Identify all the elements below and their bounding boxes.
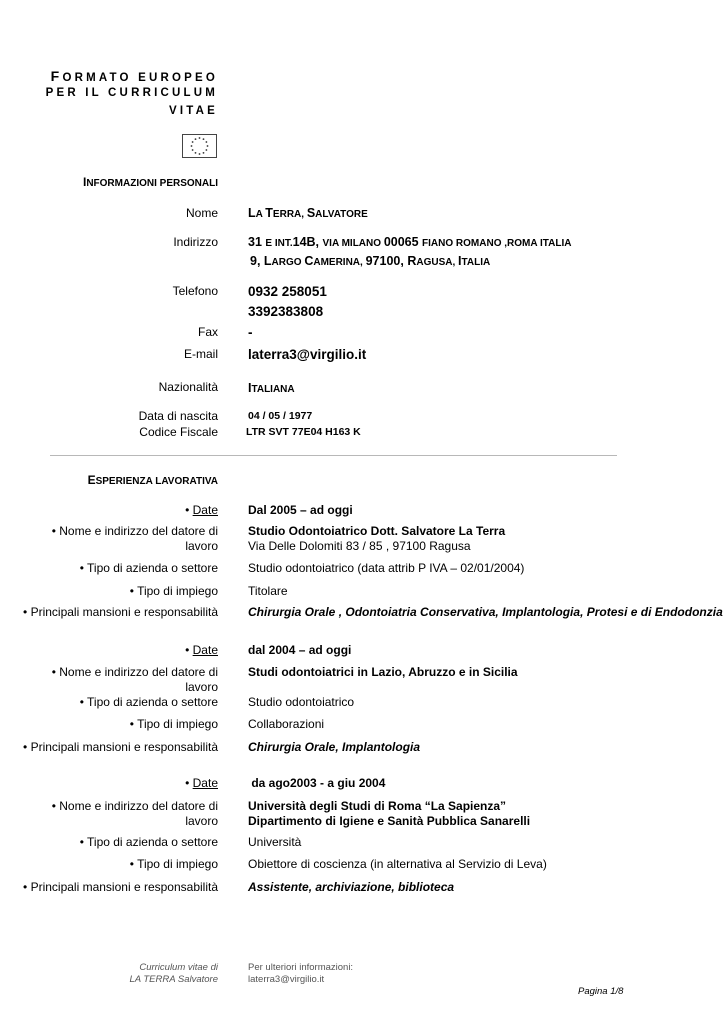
value-telefono-2: 3392383808 (248, 304, 324, 319)
section-heading-personal: INFORMAZIONI PERSONALI (82, 175, 218, 189)
job-2-sector: Studio odontoiatrico (248, 695, 355, 709)
label-datore: • Nome e indirizzo del datore di lavoro (51, 524, 218, 553)
footer-contact: Per ulteriori informazioni: laterra3@virgilio.it (248, 962, 354, 985)
value-nazionalita: ITALIANA (248, 381, 295, 395)
cv-title-line-1: FORMATO EUROPEO (50, 68, 218, 84)
label-mansioni: • Principali mansioni e responsabilità (23, 605, 218, 619)
label-email: E-mail (183, 347, 218, 361)
label-datore: • Nome e indirizzo del datore di lavoro (51, 799, 218, 828)
label-tipo-impiego: • Tipo di impiego (129, 717, 218, 731)
job-2-employer: Studi odontoiatrici in Lazio, Abruzzo e in Sicilia (248, 665, 518, 679)
section-heading-experience: ESPERIENZA LAVORATIVA (87, 473, 218, 487)
section-divider (50, 455, 617, 456)
footer-cv-owner: Curriculum vitae di LA TERRA Salvatore (129, 962, 218, 985)
job-2-date: dal 2004 – ad oggi (248, 643, 352, 657)
label-codice-fiscale: Codice Fiscale (139, 425, 218, 439)
label-fax: Fax (197, 325, 218, 339)
label-date: • Date (185, 776, 218, 790)
label-tipo-azienda: • Tipo di azienda o settore (79, 561, 218, 575)
job-1-date: Dal 2005 – ad oggi (248, 503, 353, 517)
label-nome: Nome (185, 206, 218, 220)
label-tipo-azienda: • Tipo di azienda o settore (79, 835, 218, 849)
job-1-employer: Studio Odontoiatrico Dott. Salvatore La Terra Via Delle Dolomiti 83 / 85 , 97100 Ragusa (248, 524, 506, 553)
label-mansioni: • Principali mansioni e responsabilità (23, 880, 218, 894)
value-nome: LA TERRA, SALVATORE (248, 206, 368, 220)
label-date: • Date (185, 503, 218, 517)
label-tipo-azienda: • Tipo di azienda o settore (79, 695, 218, 709)
value-data-nascita: 04 / 05 / 1977 (248, 410, 313, 422)
label-tipo-impiego: • Tipo di impiego (129, 584, 218, 598)
page-number: Pagina 1/8 (578, 986, 624, 997)
value-indirizzo-1: 31 E INT.14B, VIA MILANO 00065 FIANO ROMANO ,ROMA ITALIA (248, 235, 572, 249)
label-datore: • Nome e indirizzo del datore di lavoro (51, 665, 218, 694)
job-3-duties: Assistente, archiviazione, biblioteca (248, 880, 455, 894)
job-3-role: Obiettore di coscienza (in alternativa al Servizio di Leva) (248, 857, 547, 871)
value-telefono-1: 0932 258051 (248, 284, 327, 299)
job-1-role: Titolare (248, 584, 288, 598)
value-codice-fiscale: LTR SVT 77E04 H163 K (246, 426, 361, 438)
label-data-nascita: Data di nascita (138, 409, 218, 423)
value-email: laterra3@virgilio.it (248, 347, 367, 362)
value-indirizzo-2: 9, LARGO CAMERINA, 97100, RAGUSA, ITALIA (250, 254, 491, 268)
job-2-duties: Chirurgia Orale, Implantologia (248, 740, 421, 754)
label-tipo-impiego: • Tipo di impiego (129, 857, 218, 871)
label-telefono: Telefono (172, 284, 218, 298)
label-nazionalita: Nazionalità (158, 380, 218, 394)
eu-flag-icon (182, 134, 217, 158)
job-3-employer: Università degli Studi di Roma “La Sapienza” Dipartimento di Igiene e Sanità Pubblica Sanarelli (248, 799, 531, 828)
cv-title-line-2: PER IL CURRICULUM (45, 87, 218, 99)
job-1-duties: Chirurgia Orale , Odontoiatria Conservativa, Implantologia, Protesi e di Endodonzia (248, 605, 723, 619)
label-date: • Date (185, 643, 218, 657)
job-3-sector: Università (248, 835, 302, 849)
job-2-role: Collaborazioni (248, 717, 325, 731)
value-fax: - (248, 325, 253, 340)
job-1-sector: Studio odontoiatrico (data attrib P IVA – 02/01/2004) (248, 561, 525, 575)
cv-title-line-3: VITAE (168, 105, 218, 117)
job-3-date: da ago2003 - a giu 2004 (248, 776, 386, 790)
label-mansioni: • Principali mansioni e responsabilità (23, 740, 218, 754)
label-indirizzo: Indirizzo (173, 235, 218, 249)
